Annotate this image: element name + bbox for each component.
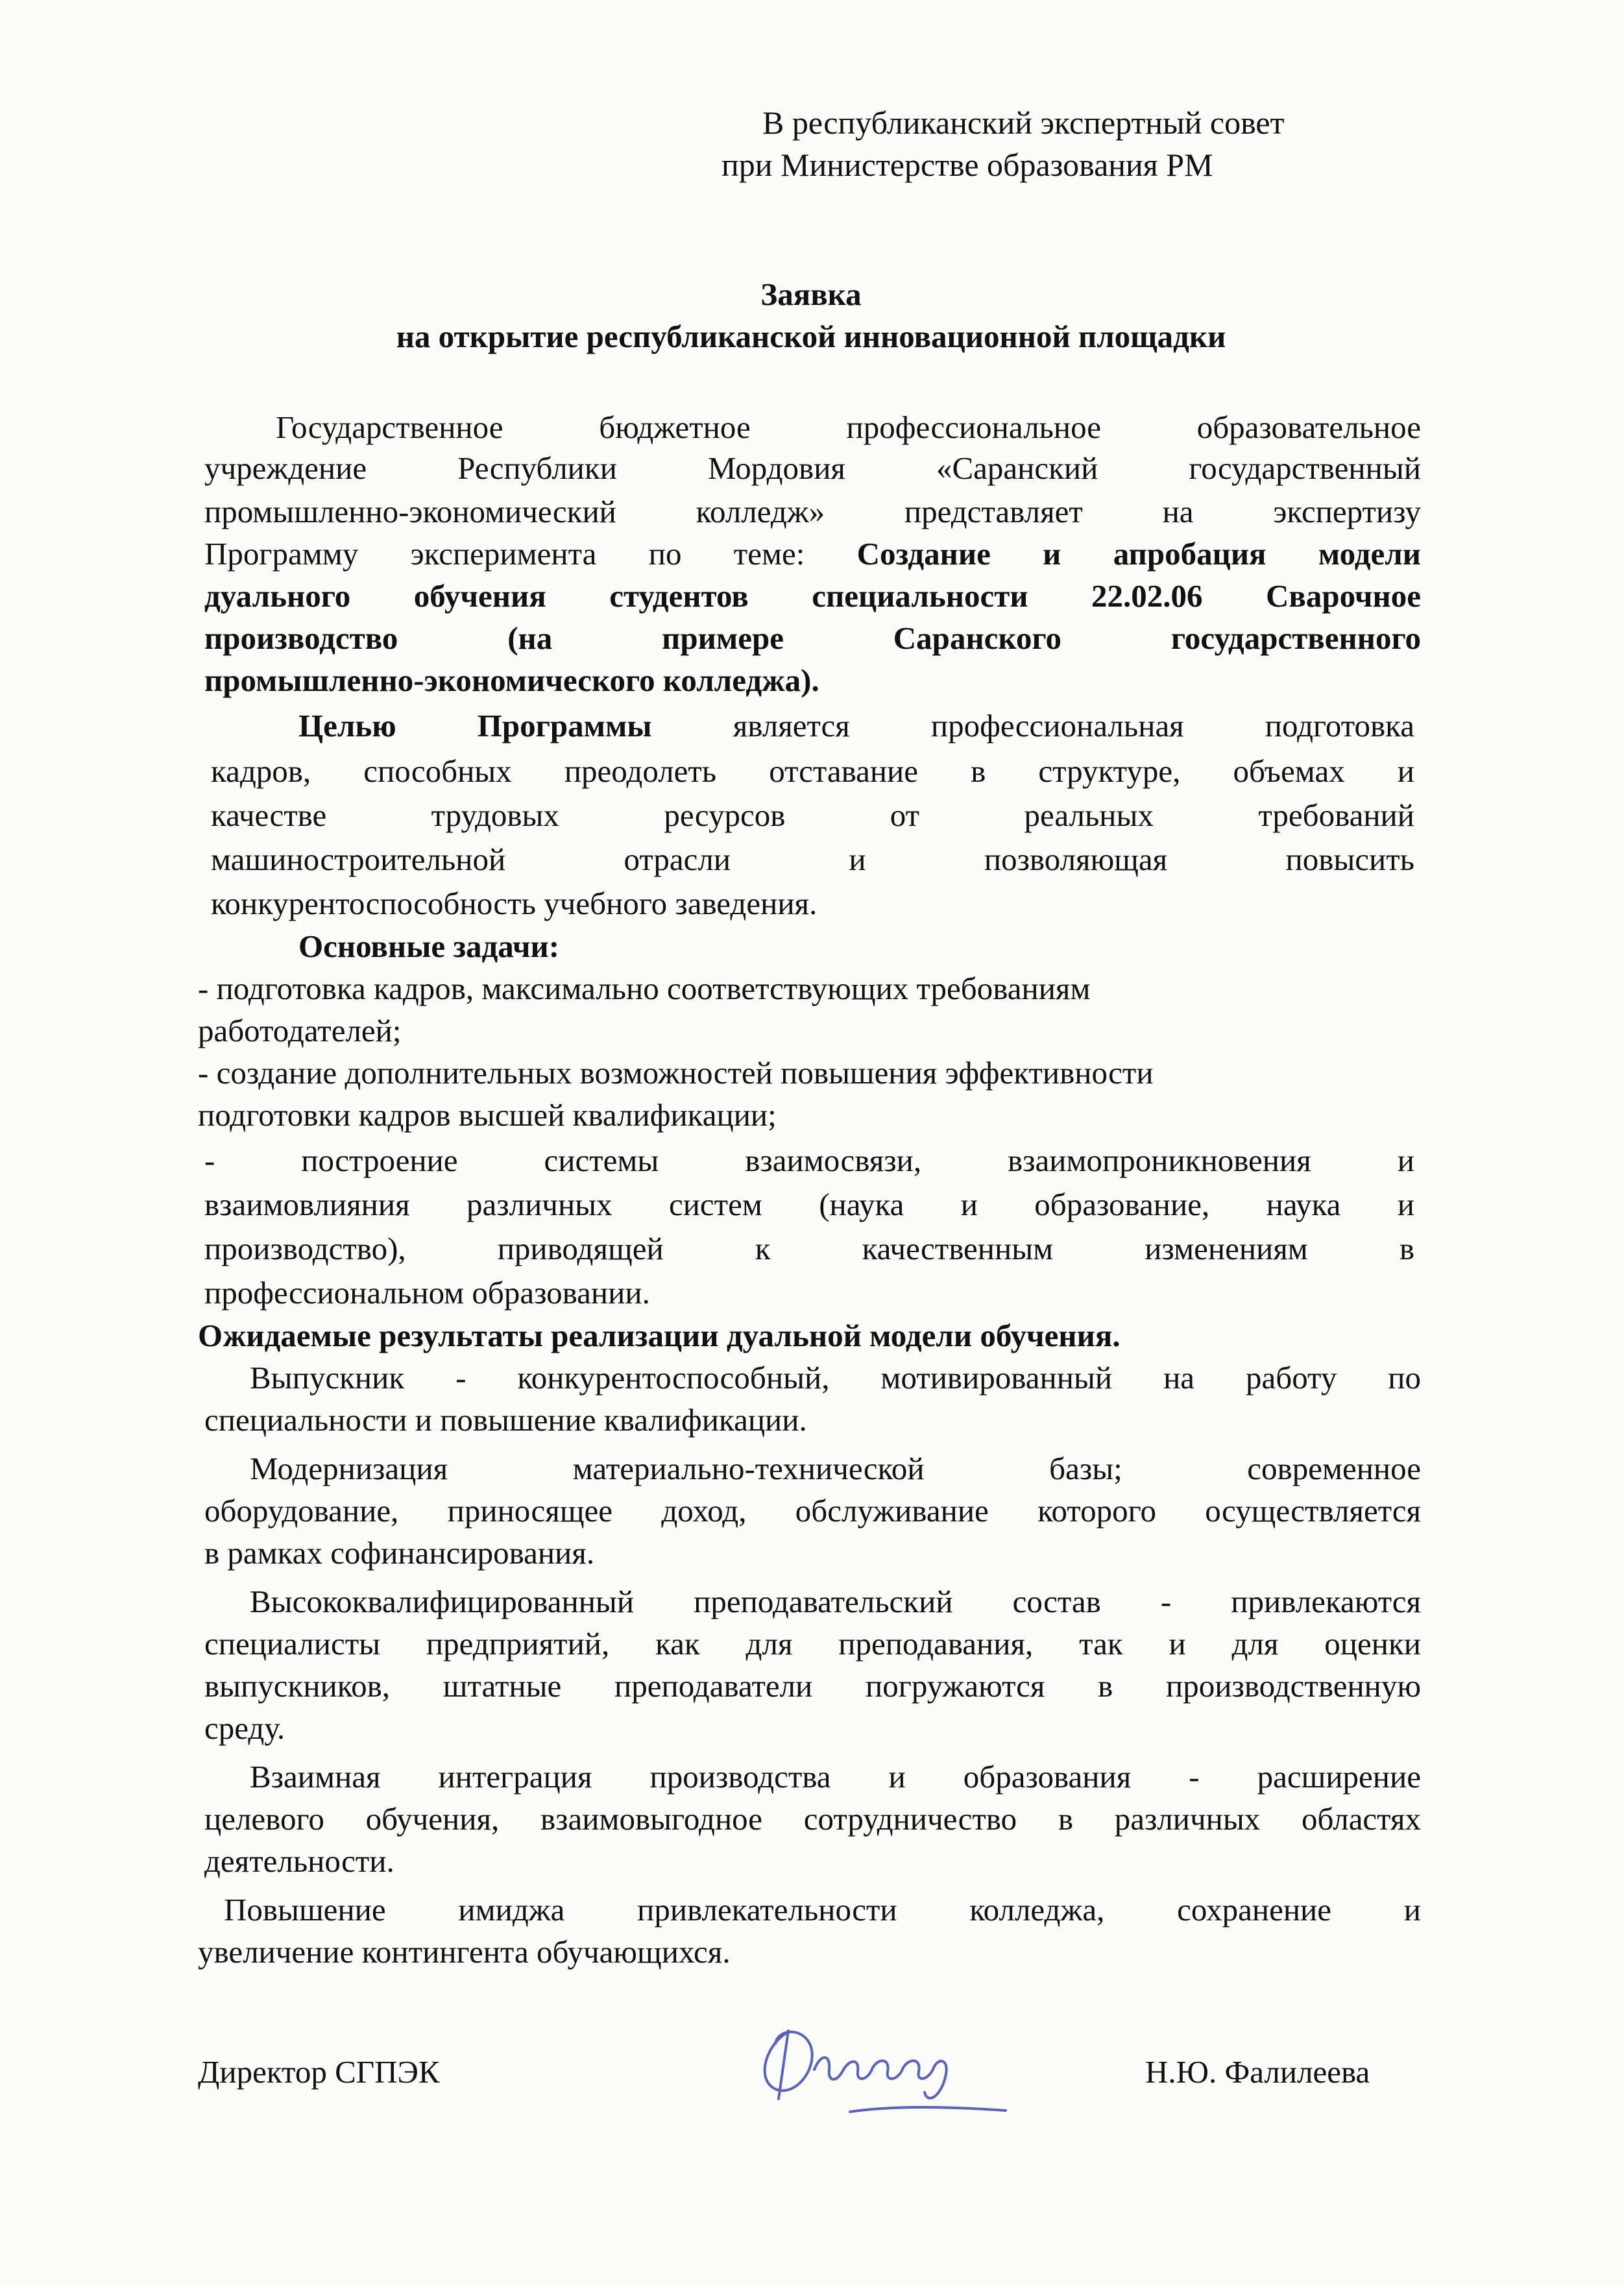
tasks-heading: Основные задачи: <box>298 928 560 964</box>
intro-line-3: промышленно-экономический колледж» представляет на экспертизу <box>204 494 1421 529</box>
result-2-line-2: оборудование, приносящее доход, обслуживание которого осуществляется <box>204 1493 1421 1529</box>
goal-line-1 <box>298 707 1414 744</box>
intro-line-6: производство (на примере Саранского государственного <box>204 620 1421 656</box>
task-3-line-4: профессиональном образовании. <box>204 1275 650 1311</box>
result-1-line-1: Выпускник - конкурентоспособный, мотивированный на работу по <box>250 1360 1421 1396</box>
result-4-line-1: Взаимная интеграция производства и образования - расширение <box>250 1759 1421 1795</box>
goal-line-2: кадров, способных преодолеть отставание в структуре, объемах и <box>211 753 1414 789</box>
result-3-line-2: специалисты предприятий, как для преподавания, так и для оценки <box>204 1626 1421 1662</box>
result-3-line-3: выпускников, штатные преподаватели погружаются в производственную <box>204 1668 1421 1704</box>
result-5-line-1: Повышение имиджа привлекательности колледжа, сохранение и <box>224 1892 1421 1928</box>
task-3-line-3: производство), приводящей к качественным изменениям в <box>204 1231 1414 1266</box>
goal-line-1-plain: является профессиональная подготовка <box>651 708 1414 744</box>
document-title: Заявка <box>760 276 862 312</box>
intro-line-4-plain: Программу эксперимента по теме: <box>204 536 857 572</box>
result-3-line-4: среду. <box>204 1710 285 1746</box>
intro-line-1: Государственное бюджетное профессиональное образовательное <box>276 409 1421 445</box>
goal-line-4: машиностроительной отрасли и позволяющая повысить <box>211 841 1414 877</box>
task-1-line-1: - подготовка кадров, максимально соответствующих требованиям <box>198 971 1091 1006</box>
result-5-line-2: увеличение контингента обучающихся. <box>198 1934 731 1970</box>
result-1-line-2: специальности и повышение квалификации. <box>204 1402 807 1438</box>
task-2-line-1: - создание дополнительных возможностей повышения эффективности <box>198 1055 1154 1091</box>
result-4-line-3: деятельности. <box>204 1843 394 1879</box>
results-heading: Ожидаемые результаты реализации дуальной модели обучения. <box>198 1318 1121 1353</box>
result-2-line-3: в рамках софинансирования. <box>204 1535 595 1571</box>
task-3-line-2: взаимовлияния различных систем (наука и образование, наука и <box>204 1187 1414 1222</box>
addressee-line-2: при Министерстве образования РМ <box>721 147 1213 183</box>
handwritten-signature <box>740 2008 1012 2125</box>
result-3-line-1: Высококвалифицированный преподавательский состав - привлекаются <box>250 1584 1421 1619</box>
result-4-line-2: целевого обучения, взаимовыгодное сотрудничество в различных областях <box>204 1801 1421 1837</box>
intro-line-2: учреждение Республики Мордовия «Саранский государственный <box>204 450 1421 486</box>
task-1-line-2: работодателей; <box>198 1013 402 1048</box>
task-3-line-1: - построение системы взаимосвязи, взаимопроникновения и <box>204 1142 1414 1178</box>
task-2-line-2: подготовки кадров высшей квалификации; <box>198 1097 777 1133</box>
result-2-line-1: Модернизация материально-технической базы; современное <box>250 1451 1421 1486</box>
intro-line-7: промышленно-экономического колледжа). <box>204 662 819 698</box>
signatory-position: Директор СГПЭК <box>198 2054 440 2090</box>
addressee-line-1: В республиканский экспертный совет <box>762 104 1285 141</box>
goal-line-5: конкурентоспособность учебного заведения. <box>211 886 818 921</box>
goal-label-bold: Целью Программы <box>298 708 652 744</box>
intro-line-5: дуального обучения студентов специальности 22.02.06 Сварочное <box>204 578 1421 614</box>
intro-line-4 <box>204 535 1421 572</box>
document-subtitle: на открытие республиканской инновационной площадки <box>396 319 1226 354</box>
goal-line-3: качестве трудовых ресурсов от реальных требований <box>211 797 1414 833</box>
signatory-name: Н.Ю. Фалилеева <box>1145 2054 1370 2090</box>
intro-topic-bold: Создание и апробация модели <box>856 536 1421 572</box>
